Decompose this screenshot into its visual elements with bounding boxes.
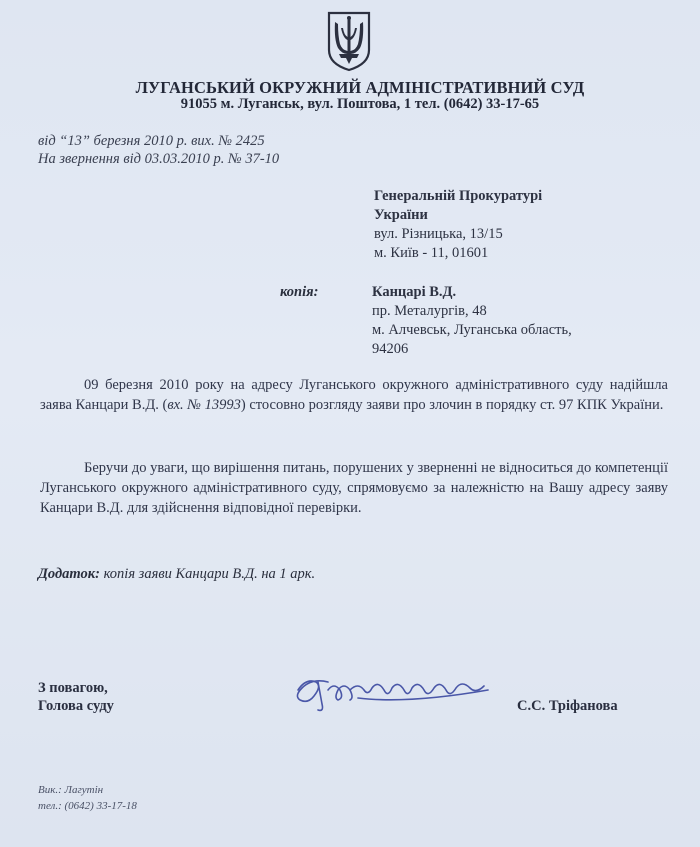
executor-note: Вик.: Лагутін — [38, 784, 104, 796]
signer-name: С.С. Тріфанова — [517, 698, 618, 714]
court-address: 91055 м. Луганськ, вул. Поштова, 1 тел. (0642) 33-17-65 — [180, 96, 540, 112]
outgoing-reference: від “13” березня 2010 р. вих. № 2425 — [38, 133, 265, 149]
signer-title: Голова суду — [38, 698, 114, 714]
copy-address-line-4: 94206 — [372, 341, 409, 357]
executor-phone: тел.: (0642) 33-17-18 — [38, 800, 137, 812]
copy-address-line-2: пр. Металургів, 48 — [372, 303, 487, 319]
body-p1-part-a: 09 березня 2010 року на адресу Луганського окружного адміністративного суду надійшла заява Канцари В.Д. ( — [40, 377, 668, 413]
copy-label: копія: — [280, 284, 319, 300]
coat-of-arms-icon — [326, 10, 372, 72]
incoming-number: вх. № 13993 — [167, 397, 241, 413]
body-paragraph-2: Беручи до уваги, що вирішення питань, порушених у зверненні не відноситься до компетенції Луганського окружного адміністративного суду, спрямовуємо за належністю на Вашу адресу заяву Канцари В.Д. для здійснення відповідної перевірки. — [40, 460, 668, 516]
attachment-text: копія заяви Канцари В.Д. на 1 арк. — [99, 566, 316, 582]
copy-address-line-3: м. Алчевськ, Луганська область, — [372, 322, 572, 338]
body-paragraph-1 — [40, 375, 668, 415]
copy-recipient-name: Канцарі В.Д. — [372, 284, 457, 300]
handwritten-signature — [288, 660, 498, 722]
court-name: ЛУГАНСЬКИЙ ОКРУЖНИЙ АДМІНІСТРАТИВНИЙ СУД — [135, 78, 585, 97]
body-p1-part-c: ) стосовно розгляду заяви про злочин в порядку ст. 97 КПК України. — [240, 397, 664, 413]
attachment-line — [38, 566, 315, 583]
recipient-line-1: Генеральній Прокуратурі — [374, 188, 543, 204]
recipient-line-3: вул. Різницька, 13/15 — [374, 226, 503, 242]
recipient-line-4: м. Київ - 11, 01601 — [374, 245, 489, 261]
closing-phrase: З повагою, — [38, 680, 108, 696]
recipient-line-2: України — [374, 207, 428, 223]
in-reply-reference: На звернення від 03.03.2010 р. № 37-10 — [38, 151, 280, 167]
attachment-label: Додаток: — [38, 566, 100, 582]
